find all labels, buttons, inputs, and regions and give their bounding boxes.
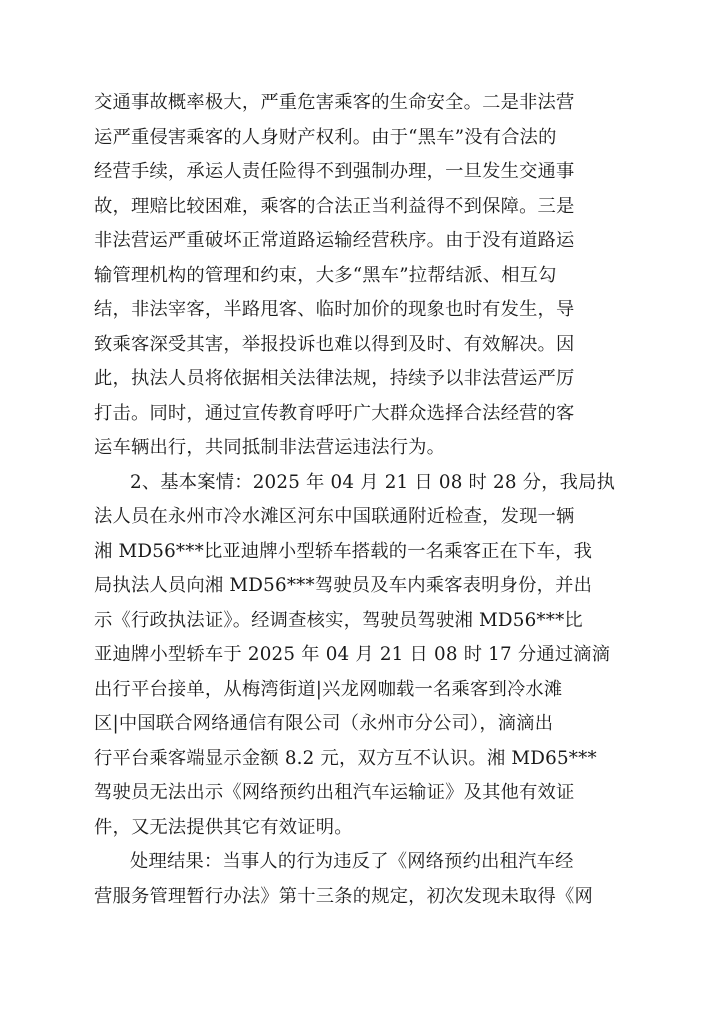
text-line: 营服务管理暂行办法》第十三条的规定，初次发现未取得《网 [94, 885, 593, 907]
text-line: 交通事故概率极大，严重危害乘客的生命安全。二是非法营 [94, 92, 575, 113]
text-line: 行平台乘客端显示金额 8.2 元，双方互不认识。湘 MD65*** [94, 747, 597, 769]
text-line: 局执法人员向湘 MD56***驾驶员及车内乘客表明身份，并出 [94, 575, 593, 596]
text-line: 打击。同时，通过宣传教育呼吁广大群众选择合法经营的客 [94, 402, 575, 424]
text-line: 输管理机构的管理和约束，大多“黑车”拉帮结派、相互勾 [94, 264, 557, 286]
text-line: 件，又无法提供其它有效证明。 [94, 816, 353, 838]
text-line: 出行平台接单，从梅湾街道|兴龙网咖载一名乘客到冷水滩 [94, 678, 563, 700]
text-line: 法人员在永州市冷水滩区河东中国联通附近检查，发现一辆 [94, 506, 575, 527]
text-line: 区|中国联合网络通信有限公司（永州市分公司），滴滴出 [94, 713, 554, 734]
text-line: 故，理赔比较困难，乘客的合法正当利益得不到保障。三是 [94, 195, 575, 217]
text-line: 亚迪牌小型轿车于 2025 年 04 月 21 日 08 时 17 分通过滴滴 [94, 644, 611, 665]
text-line: 运车辆出行，共同抵制非法营运违法行为。 [94, 437, 446, 458]
text-line: 结，非法宰客，半路甩客、临时加价的现象也时有发生，导 [94, 299, 575, 320]
text-line: 非法营运严重破坏正常道路运输经营秩序。由于没有道路运 [94, 230, 575, 251]
paragraph-start-line: 处理结果：当事人的行为违反了《网络预约出租汽车经 [130, 851, 574, 872]
text-line: 示《行政执法证》。经调查核实，驾驶员驾驶湘 MD56***比 [94, 609, 583, 631]
text-line: 湘 MD56***比亚迪牌小型轿车搭载的一名乘客正在下车，我 [94, 540, 593, 562]
text-line: 此，执法人员将依据相关法律法规，持续予以非法营运严厉 [94, 368, 575, 389]
text-line: 致乘客深受其害，举报投诉也难以得到及时、有效解决。因 [94, 333, 575, 355]
document-body [94, 86, 624, 914]
text-line: 运严重侵害乘客的人身财产权利。由于“黑车”没有合法的 [94, 126, 557, 148]
text-line: 驾驶员无法出示《网络预约出租汽车运输证》及其他有效证 [94, 782, 575, 803]
text-line: 经营手续，承运人责任险得不到强制办理，一旦发生交通事 [94, 161, 575, 182]
paragraph-start-line: 2、基本案情：2025 年 04 月 21 日 08 时 28 分，我局执 [130, 471, 616, 493]
